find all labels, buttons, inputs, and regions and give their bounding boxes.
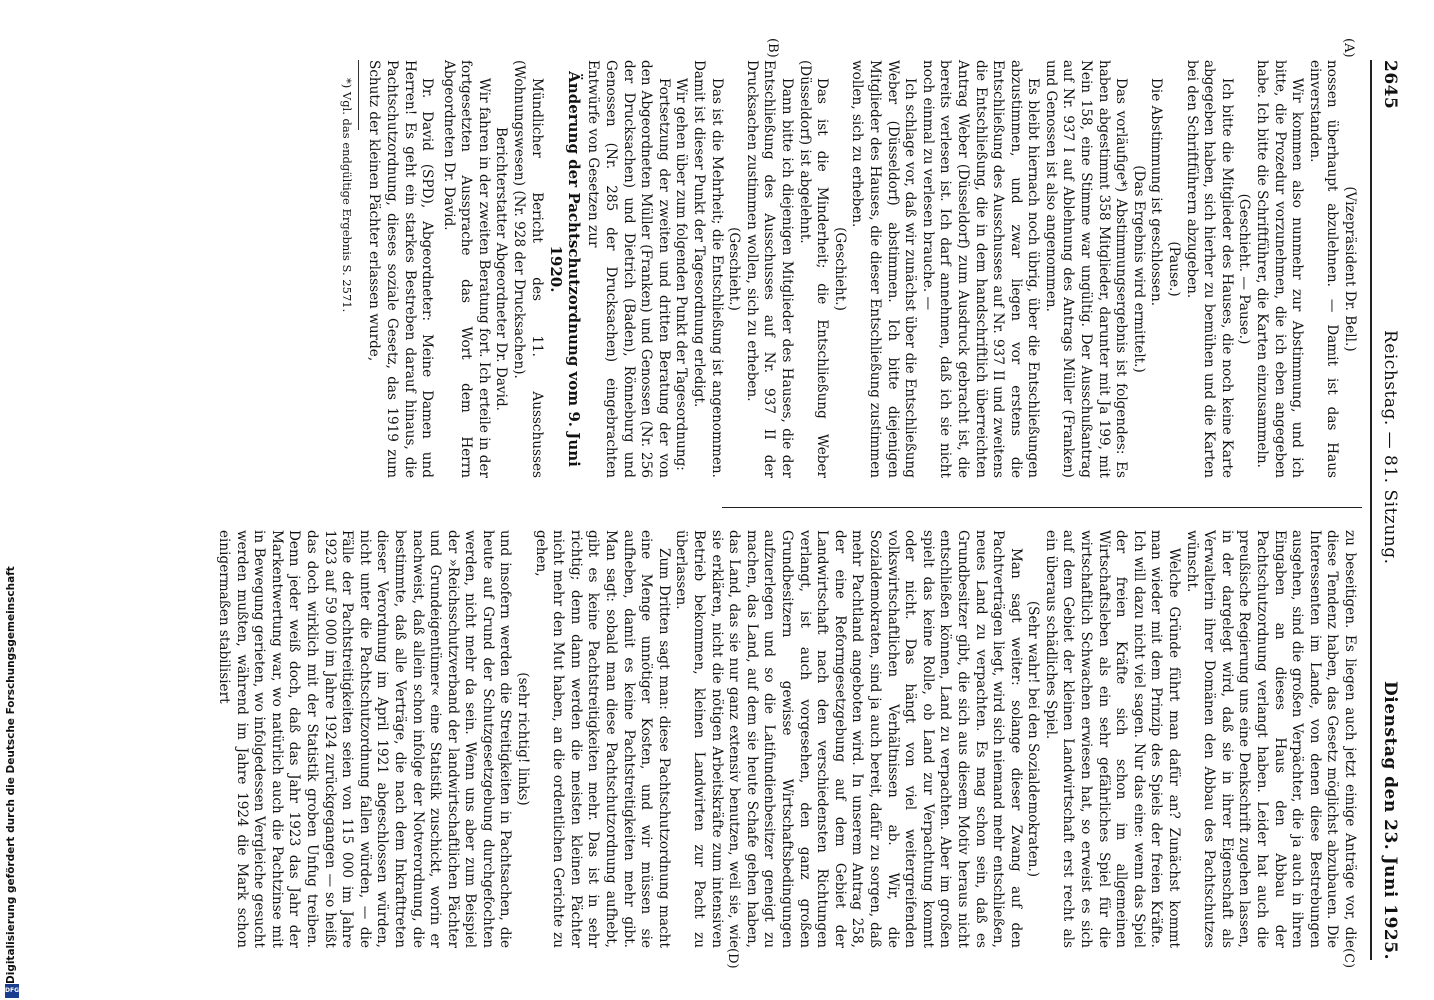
paragraph: und insofern werden die Streitigkeiten in Pachtsachen, die heute auf Grund der Schutzgesetzgebung durchgefochten werden, nicht mehr da sein. Wenn uns aber zum Beispiel der »Reichsschutzverband der landwirtschaftlichen Pächter und Grundeigentümer« eine Statistik zuschickt, worin er nachweist, daß allein schon infolge der Notverordnung, die bestimmte, daß alle Verträge, die nach dem Inkrafttreten dieser Verordnung im April 1921 abgeschlossen würden, nicht unter die Pachtschutzordnung fallen würden, — die Fälle der Pachtstreitigkeiten seien von 115 000 im Jahre 1923 auf 59 000 im Jahre 1924 zurückgegangen — so heißt das doch wirklich mit der Statistik groben Unfug treiben. Denn jeder weiß doch, daß das Jahr 1923 das Jahr der Markentwertung war, wo natürlich auch die Pachtzinse mit in Bewegung gerieten, wo infolgedessen Vergleiche gesucht werden mußten, während im Jahre 1924 die Mark schon einigermaßen stabilisiert [216, 530, 514, 948]
paragraph: Das ist die Minderheit; die Entschließung Weber (Düsseldorf) ist abgelehnt. [796, 60, 831, 478]
column-divider [722, 507, 1362, 508]
paragraph: Das ist die Mehrheit; die Entschließung ist angenommen. Damit ist dieser Punkt der Tagesordnung erledigt. [691, 60, 725, 478]
paragraph: Die Abstimmung ist geschlossen. [1148, 78, 1165, 307]
paragraph: Man sagt weiter: solange dieser Zwang auf den Pachtverträgen liegt, wird sich niemand mehr entschließen, neues Land zu verpachten. Es mag schon sein, daß es Grundbesitzer gibt, die sich aus diesem Motiv heraus nicht entschließen können, Land zu verpachten. Aber im großen spielt das keine Rolle, ob Land zur Verpachtung kommt oder nicht. Das hängt von viel weitergreifenden volkswirtschaftlichen Verhältnissen ab. Wir, die Sozialdemokraten, sind ja auch bereit, dafür zu sorgen, daß mehr Pachtland angeboten wird. In unserem Antrag 258, der eine Reformgesetzgebung auf dem Gebiet der Landwirtschaft nach den verschiedensten Richtungen verlangt, ist auch vorgesehen, den ganz großen Grundbesitzern gewisse Wirtschaftsbedingungen aufzuerlegen und so die Latifundienbesitzer geneigt zu machen, das Land, auf dem sie heute Schafe gehen haben, das Land, das sie nur ganz extensiv benutzen, weil sie, wie sie erklären, nicht die nötigen Arbeitskräfte zum intensiven Betrieb bekommen, kleinen Landwirten zur Pacht zu überlassen. [673, 530, 1024, 948]
paragraph: Ich bitte die Mitglieder des Hauses, die noch keine Karte abgegeben haben, sich hierher zu bemühen und die Karten bei den Schriftführern abzugeben. [1183, 60, 1235, 478]
stage-direction: (Geschieht.) [726, 227, 743, 311]
credit-text: Digitalisierung gefördert durch die Deutsche Forschungsgemeinschaft [5, 566, 17, 984]
paragraph: Zum Dritten sagt man: diese Pachtschutzordnung macht eine Menge unnötiger Kosten, und wir müssen sie aufheben, damit es keine Pachtstreitigkeiten mehr gibt. Man sagt: sobald man diese Pachtschutzordnung aufhebt, gibt es keine Pachtstreitigkeiten mehr. Das ist in sehr richtig; denn dann werden die meisten kleinen Pächter nicht mehr den Mut haben, an die ordentlichen Gerichte zu gehen, [532, 530, 672, 948]
left-column [337, 60, 1358, 478]
margin-marker-d: (D) [725, 948, 740, 969]
stage-direction: (Sehr wahr! bei den Sozialdemokraten.) [1025, 600, 1042, 878]
margin-marker-a: (A) [1341, 38, 1356, 58]
page-header [1370, 60, 1400, 960]
stage-direction: (Pause.) [1166, 241, 1183, 297]
rapporteur: Berichterstatter Abgeordneter Dr. David. [493, 127, 510, 411]
margin-marker-c: (C) [1341, 948, 1356, 969]
paragraph: zu beseitigen. Es liegen auch jetzt einige Anträge vor, die diese Tendenz haben, das Gesetz möglichst abzubauen. Die Interessenten im Lande, von denen diese Bestrebungen ausgehen, sind die großen Verpächter, die ja auch in ihren Eingaben an dieses Haus den Abbau der Pachtschutzordnung verlangt haben. Leider hat auch die preußische Regierung uns eine Denkschrift zugehen lassen, in der dargelegt wird, daß sie in ihrer Eigenschaft als Verwalterin ihrer Domänen den Abbau des Pachtschutzes wünscht. [1183, 530, 1358, 948]
page-number: 2645 [1380, 60, 1400, 110]
right-column [214, 530, 1358, 948]
stage-direction: (Geschieht.) [831, 227, 848, 311]
agenda-title: Änderung der Pachtschutzordnung vom 9. Juni 1920. [547, 71, 583, 467]
paragraph: Wir fahren in der zweiten Beratung fort. Ich erteile in der fortgesetzten Aussprache das Wort dem Herrn Abgeordneten Dr. David. [440, 60, 492, 478]
session-title: Reichstag. — 81. Sitzung. [1380, 330, 1400, 565]
margin-marker-b: (B) [765, 38, 780, 58]
rotated-page-content [100, 38, 1400, 969]
paragraph: Fortsetzung der zweiten und dritten Beratung der von den Abgeordneten Müller (Franken) und Genossen (Nr. 256 der Drucksachen) und Dietrich (Baden), Rönneburg und Genossen (Nr. 285 der Drucksachen) eingebrachten Entwürfe von Gesetzen zur [585, 60, 672, 478]
stage-direction: (Geschieht. — Pause.) [1236, 193, 1253, 345]
session-date: Dienstag den 23. Juni 1925. [1380, 681, 1400, 960]
stage-direction: (sehr richtig! links) [515, 672, 532, 806]
paragraph: Wir gehen über zum folgenden Punkt der Tagesordnung: [673, 78, 690, 471]
paragraph: Welche Gründe führt man dafür an? Zunächst kommt man wieder mit dem Prinzip des Spiels der freien Kräfte. Ich will dazu nicht viel sagen. Nur das eine: wenn das Spiel der freien Kräfte sich schon im allgemeinen Wirtschaftsleben als ein sehr gefährliches Spiel für die wirtschaftlich Schwachen erwiesen hat, so erweist es sich auf dem Gebiet der kleinen Landwirtschaft erst recht als ein überaus schädliches Spiel. [1042, 530, 1183, 948]
paragraph: nossen überhaupt abzulehnen. — Damit ist das Haus einverstanden. [1306, 60, 1341, 478]
paragraph: Mündlicher Bericht des 11. Ausschusses (Wohnungswesen) (Nr. 928 der Drucksachen). [511, 60, 545, 478]
footnote: *) Vgl. das endgültige Ergebnis S. 2571. [339, 78, 354, 313]
paragraph: Es bleibt hiernach noch übrig, über die Entschließungen abzustimmen, und zwar liegen vor erstens die Entschließung des Ausschusses auf Nr. 937 II und zweitens die Entschließung, die in dem handschriftlich überreichten Antrag Weber (Düsseldorf) zum Ausdruck gebracht ist, die bereits verlesen ist. Ich darf annehmen, daß ich sie nicht noch einmal zu verlesen brauche. — [919, 60, 1042, 478]
digitization-credit [5, 566, 20, 1000]
paragraph: Dr. David (SPD), Abgeordneter: Meine Damen und Herren! Es geht ein starkes Bestreben darauf hinaus, die Pachtschutzordnung, dieses soziale Gesetz, das 1919 zum Schutz der kleinen Pächter erlassen wurde, [366, 60, 436, 478]
paragraph: Dann bitte ich diejenigen Mitglieder des Hauses, die der Entschließung des Ausschusses auf Nr. 937 II der Drucksachen zustimmen wollen, sich zu erheben. [743, 60, 795, 478]
dfg-logo-icon: DFG [5, 984, 19, 998]
speaker-note: (Vizepräsident Dr. Bell.) [1342, 186, 1358, 352]
paragraph: Wir kommen also nunmehr zur Abstimmung, und ich bitte, die Prozedur vorzunehmen, die ich eben angegeben habe. Ich bitte die Schriftführer, die Karten einzusammeln. [1254, 60, 1306, 478]
header-rule [1370, 60, 1372, 960]
stage-direction: (Das Ergebnis wird ermittelt.) [1130, 165, 1147, 373]
paragraph: Das vorläufige*) Abstimmungsergebnis ist folgendes: Es haben abgestimmt 358 Mitglieder, darunter mit Ja 199, mit Nein 158, eine Stimme war ungültig. Der Ausschußantrag auf Nr. 937 I auf Ablehnung des Antrags Müller (Franken) und Genossen ist also angenommen. [1042, 60, 1130, 478]
footnote-rule [358, 60, 359, 130]
paragraph: Ich schlage vor, daß wir zunächst über die Entschließung Weber (Düsseldorf) abstimmen. Ich bitte diejenigen Mitglieder des Hauses, die dieser Entschließung zustimmen wollen, sich zu erheben. [849, 60, 919, 478]
